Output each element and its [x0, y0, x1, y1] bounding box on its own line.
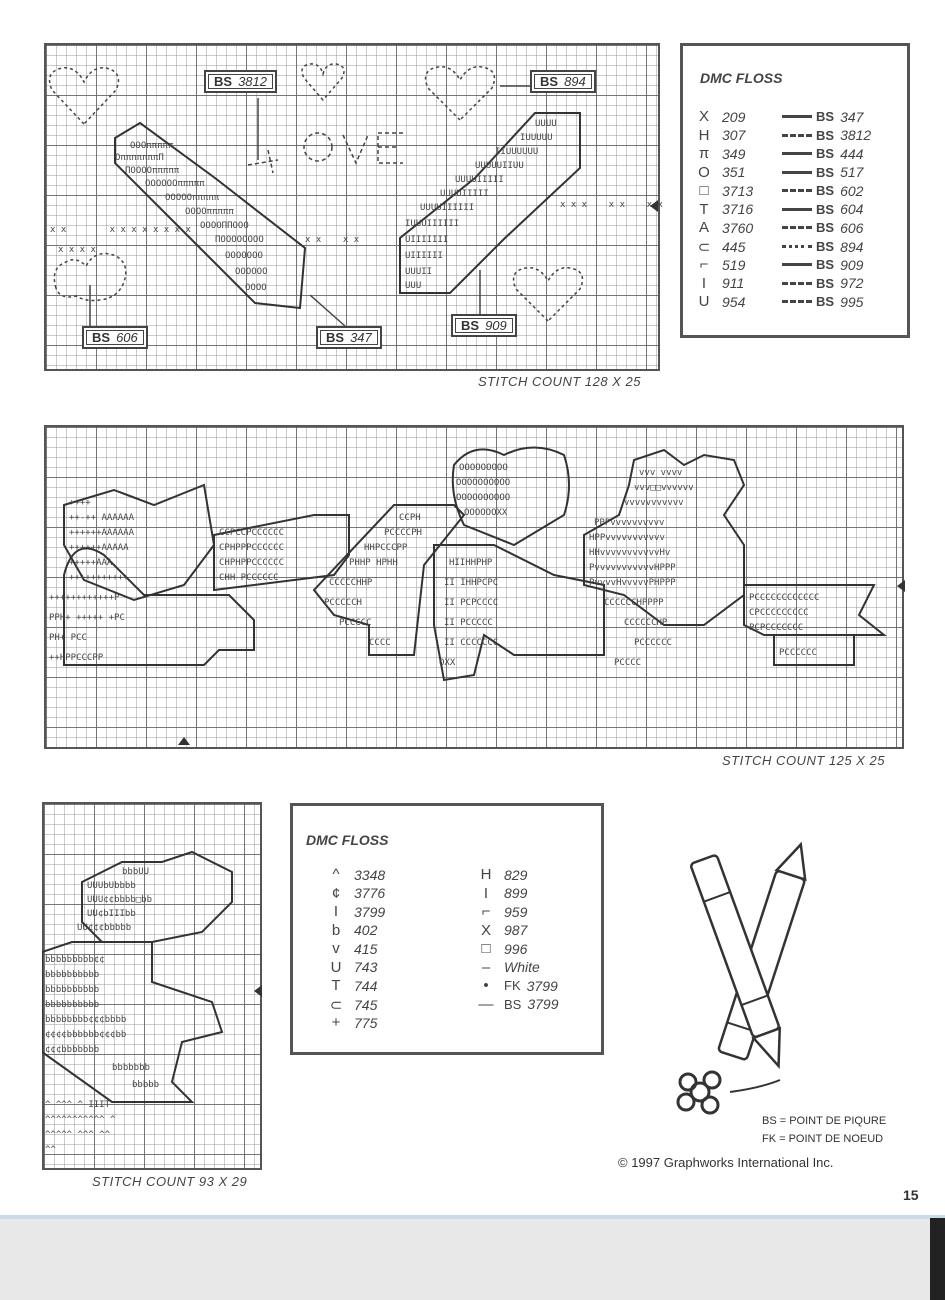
svg-text:CPHPPPCCCCCC: CPHPPPCCCCCC — [219, 543, 285, 553]
floss-number: 996 — [504, 940, 528, 957]
svg-text:PvvvvHvvvvvPHPPP: PvvvvHvvvvvPHPPP — [589, 578, 676, 588]
floss-number: 3799 — [527, 996, 559, 1012]
svg-text:UUUUIIIII: UUUUIIIII — [455, 175, 504, 185]
floss-number: 743 — [354, 959, 378, 975]
backstitch-line — [782, 300, 812, 303]
bs-number: 894 — [840, 238, 864, 255]
bs-label: BS — [816, 201, 835, 217]
floss-number: 987 — [504, 922, 528, 938]
svg-text:IUUUIIIIII: IUUUIIIIII — [405, 219, 460, 229]
bs-label: BS — [816, 239, 835, 254]
svg-text:CCCCCCHPPPP: CCCCCCHPPPP — [604, 598, 664, 608]
bs-label: BS — [816, 294, 835, 309]
floss-number: 3760 — [722, 219, 754, 236]
bs-label: BS — [816, 127, 835, 143]
symbol: ⌐ — [699, 256, 709, 273]
stitch-row-x: x x x x x x x x x x — [50, 225, 191, 235]
symbol: □ — [481, 940, 491, 957]
svg-text:OOOOOOOOOO: OOOOOOOOOO — [456, 478, 511, 488]
floss-number: 3716 — [722, 201, 754, 217]
svg-text:vvv□□vvvvvv: vvv□□vvvvvv — [634, 483, 694, 493]
svg-text:UUUUIIIII: UUUUIIIII — [440, 189, 489, 199]
symbol: T — [699, 200, 709, 218]
symbol: U — [330, 958, 342, 976]
legend1-row — [694, 219, 863, 236]
svg-text:ΟΟΟΟΟΟπππππ: ΟΟΟΟΟΟπππππ — [145, 179, 205, 189]
stitch-row-x: x x x x — [305, 235, 360, 245]
svg-text:++-++ AAAAAA: ++-++ AAAAAA — [69, 513, 135, 523]
floss-number: 744 — [354, 977, 378, 994]
svg-text:CCPH: CCPH — [399, 513, 421, 523]
legend2-row — [326, 940, 377, 957]
bs-label: BS — [816, 220, 835, 235]
svg-text:OOOOOOXX: OOOOOOXX — [464, 508, 508, 518]
symbol: H — [480, 866, 492, 883]
symbol: — — [478, 995, 494, 1013]
svg-text:vvv vvvv: vvv vvvv — [639, 468, 683, 478]
svg-text:bbbbbbb: bbbbbbb — [112, 1063, 150, 1073]
svg-text:OOOOOOOOO: OOOOOOOOO — [459, 463, 508, 473]
legend2-row — [476, 866, 527, 883]
svg-text:^^^^^ ^^^ ^^: ^^^^^ ^^^ ^^ — [45, 1130, 111, 1140]
legend2-row — [326, 903, 385, 920]
stitch-type: BS — [504, 996, 522, 1012]
svg-text:ΠΟΟΟΟΟΟΟΟ: ΠΟΟΟΟΟΟΟΟ — [215, 235, 264, 245]
svg-text:UIIIIII: UIIIIII — [405, 251, 443, 261]
svg-text:ΟΟΟπππππ: ΟΟΟπππππ — [130, 141, 174, 151]
legend2-row — [476, 977, 558, 994]
svg-text:ΟΟΟΟ: ΟΟΟΟ — [245, 283, 267, 293]
center-marker — [650, 200, 658, 212]
bs-label: BS — [816, 109, 835, 124]
backstitch-line — [782, 115, 812, 118]
symbol: H — [698, 126, 710, 144]
bs-number: 995 — [840, 293, 864, 310]
symbol: π — [698, 145, 710, 162]
legend2-row — [476, 922, 527, 939]
svg-text:++++: ++++ — [69, 498, 91, 508]
svg-text:ΟΟΟΟΟπππππ: ΟΟΟΟΟπππππ — [165, 193, 220, 203]
svg-text:PCCCCCC: PCCCCCC — [779, 648, 817, 658]
stitch-count-chart1: STITCH COUNT 128 X 25 — [478, 374, 641, 389]
svg-text:^ ^^^ ^ IIIT: ^ ^^^ ^ IIIT — [45, 1100, 111, 1110]
floss-number: 415 — [354, 940, 378, 957]
svg-text:II IHHPCPC: II IHHPCPC — [444, 578, 499, 588]
symbol: I — [333, 903, 339, 920]
bs-number: 606 — [840, 219, 864, 236]
copyright: © 1997 Graphworks International Inc. — [618, 1155, 834, 1170]
bs-label: BS — [816, 275, 835, 291]
svg-text:PHHP HPHH: PHHP HPHH — [349, 558, 398, 568]
svg-text:PCCCCCC: PCCCCCC — [634, 638, 672, 648]
svg-text:¢¢¢¢bbbbbb¢¢¢bb: ¢¢¢¢bbbbbb¢¢¢bb — [45, 1030, 127, 1040]
svg-text:OXX: OXX — [439, 658, 456, 668]
svg-text:PPPvvvvvvvvvv: PPPvvvvvvvvvv — [594, 518, 665, 528]
symbol: b — [331, 921, 341, 939]
svg-text:IUUUUU: IUUUUU — [520, 133, 553, 143]
svg-text:^^^^^^^^^^^ ^: ^^^^^^^^^^^ ^ — [45, 1115, 116, 1125]
backstitch-line — [782, 245, 812, 248]
center-marker — [178, 737, 190, 745]
bs-number: 602 — [840, 182, 864, 199]
legend1-row — [694, 182, 863, 199]
symbol: A — [698, 219, 709, 236]
svg-text:bbbbbbbbb¢¢: bbbbbbbbb¢¢ — [45, 955, 105, 965]
svg-text:UU¢¢¢bbbbb: UU¢¢¢bbbbb — [77, 923, 132, 933]
svg-text:II CCCCCCC: II CCCCCCC — [444, 638, 499, 648]
legend2-row — [476, 940, 527, 957]
symbol: • — [483, 977, 489, 994]
symbol: □ — [699, 182, 709, 199]
svg-text:++HPPCCCPP: ++HPPCCCPP — [49, 653, 104, 663]
svg-text:PvvvvvvvvvvvHPPP: PvvvvvvvvvvvHPPP — [589, 563, 676, 573]
bs-note: BS = POINT DE PIQURE — [762, 1115, 887, 1127]
legend1-row — [694, 293, 863, 310]
stitch-count-chart3: STITCH COUNT 93 X 29 — [92, 1174, 248, 1189]
floss-number: White — [504, 959, 540, 975]
legend2-row — [326, 1014, 377, 1031]
backstitch-line — [782, 263, 812, 266]
floss-number: 445 — [722, 238, 746, 255]
backstitch-line — [782, 208, 812, 211]
svg-text:PH+ PCC: PH+ PCC — [49, 633, 87, 643]
callout-bs-347: BS 347 — [316, 326, 382, 349]
callout-bs-606: BS 606 — [82, 326, 148, 349]
svg-text:UIIIIIII: UIIIIIII — [405, 235, 449, 245]
svg-text:HHvvvvvvvvvvvHv: HHvvvvvvvvvvvHv — [589, 548, 671, 558]
svg-text:bbbbbbbbbb: bbbbbbbbbb — [45, 1000, 100, 1010]
callout-bs-909: BS 909 — [451, 314, 517, 337]
symbol: ⌐ — [481, 903, 491, 920]
svg-text:UUUU: UUUU — [535, 119, 557, 129]
svg-text:bbbUU: bbbUU — [122, 867, 150, 877]
legend2-row — [326, 959, 377, 976]
svg-text:PCCCCCCCCCCCC: PCCCCCCCCCCCC — [749, 593, 820, 603]
bs-label: BS — [816, 257, 835, 272]
symbol: v — [332, 940, 340, 957]
symbol: ⊂ — [697, 238, 711, 256]
svg-text:++++++AAAAAA: ++++++AAAAAA — [69, 528, 135, 538]
floss-number: 959 — [504, 903, 528, 920]
svg-text:bbbbbbbb¢¢¢bbbb: bbbbbbbb¢¢¢bbbb — [45, 1015, 127, 1025]
page-number: 15 — [903, 1187, 919, 1203]
svg-text:CCCCCHHP: CCCCCHHP — [329, 578, 373, 588]
floss-number: 954 — [722, 293, 746, 310]
center-marker — [897, 580, 905, 592]
legend1-row — [694, 164, 863, 181]
svg-text:CCCC: CCCC — [369, 638, 391, 648]
symbol: T — [331, 977, 341, 994]
floss-number: 402 — [354, 922, 378, 938]
bs-label: BS — [816, 164, 835, 180]
svg-text:IIUUUUUU: IIUUUUUU — [495, 147, 539, 157]
crayons-flower-illustration — [660, 830, 840, 1120]
legend2-row — [476, 885, 527, 902]
stitch-row-x: x x x x x x x — [560, 200, 663, 210]
bs-number: 517 — [840, 164, 864, 180]
svg-text:OOOOOOOOOO: OOOOOOOOOO — [456, 493, 511, 503]
backstitch-line — [782, 152, 812, 155]
svg-text:HHPCCCPP: HHPCCCPP — [364, 543, 408, 553]
svg-text:CCPCCPCCCCCC: CCPCCPCCCCCC — [219, 528, 285, 538]
svg-text:HIIHHPHP: HIIHHPHP — [449, 558, 493, 568]
legend2-row — [326, 866, 385, 883]
symbol: ^ — [332, 866, 340, 883]
svg-text:II PCPCCCC: II PCPCCCC — [444, 598, 499, 608]
svg-text:UU¢bIIIbb: UU¢bIIIbb — [87, 909, 136, 919]
svg-text:++++++AAAAA: ++++++AAAAA — [69, 543, 129, 553]
bs-label: BS — [816, 183, 835, 198]
svg-text:UUUUUIIUU: UUUUUIIUU — [475, 161, 524, 171]
symbol: X — [698, 108, 709, 125]
center-marker — [254, 985, 262, 997]
callout-leader-lines — [0, 0, 660, 380]
bs-number: 604 — [840, 201, 864, 217]
legend1-row — [694, 127, 871, 144]
symbol: I — [483, 884, 489, 902]
stitch-row-x: x x x x — [58, 245, 96, 255]
bs-number: 347 — [840, 108, 864, 125]
legend1-row — [694, 108, 863, 125]
svg-text:^^: ^^ — [45, 1145, 56, 1155]
symbol: ¢ — [331, 884, 341, 902]
legend1-row — [694, 145, 863, 162]
svg-text:UUUUIIIIII: UUUUIIIIII — [420, 203, 475, 213]
svg-text:CHPHPPCCCCCC: CHPHPPCCCCCC — [219, 558, 285, 568]
legend-title: DMC FLOSS — [700, 70, 783, 86]
svg-text:PCCCCC: PCCCCC — [339, 618, 372, 628]
floss-number: 351 — [722, 164, 746, 180]
symbol: + — [331, 1014, 341, 1031]
legend2-row — [326, 885, 385, 902]
bs-number: 909 — [840, 256, 864, 273]
svg-text:UUU: UUU — [405, 281, 422, 291]
scan-edge-bar — [930, 1218, 945, 1300]
svg-text:¢¢¢bbbbbbb: ¢¢¢bbbbbbb — [45, 1045, 100, 1055]
callout-bs-3812: BS 3812 — [204, 70, 277, 93]
floss-number: 519 — [722, 256, 746, 273]
stitch-count-chart2: STITCH COUNT 125 X 25 — [722, 753, 885, 768]
backstitch-line — [782, 226, 812, 229]
legend2-row — [326, 922, 377, 939]
legend1-row — [694, 201, 863, 218]
svg-text:ΟΟΟΟΟΟΟ: ΟΟΟΟΟΟΟ — [225, 251, 263, 261]
backstitch-line — [782, 282, 812, 285]
svg-text:CHH PCCCCCC: CHH PCCCCCC — [219, 573, 279, 583]
svg-text:+++++AAA: +++++AAA — [69, 558, 113, 568]
bs-label: BS — [816, 146, 835, 161]
crayon-bear-pattern — [44, 425, 904, 749]
svg-text:PCCCC: PCCCC — [614, 658, 642, 668]
svg-text:PCCCCPH: PCCCCPH — [384, 528, 422, 538]
svg-text:ΠΟΟΟΟπππππ: ΠΟΟΟΟπππππ — [125, 166, 180, 176]
svg-text:UUU¢¢bbbb□bb: UUU¢¢bbbb□bb — [87, 895, 153, 905]
floss-number: 349 — [722, 145, 746, 162]
svg-text:HPPvvvvvvvvvvv: HPPvvvvvvvvvvv — [589, 533, 665, 543]
legend2-row — [476, 903, 527, 920]
floss-number: 775 — [354, 1014, 378, 1031]
bs-number: 444 — [840, 145, 864, 162]
backstitch-line — [782, 171, 812, 174]
scan-bottom-band — [0, 1215, 945, 1300]
floss-number: 3799 — [354, 903, 386, 920]
floss-number: 3713 — [722, 182, 754, 199]
bs-number: 972 — [840, 275, 864, 291]
floss-number: 3776 — [354, 885, 386, 901]
backstitch-line — [782, 134, 812, 137]
floss-number: 3799 — [526, 977, 558, 994]
svg-text:CCCCCCHP: CCCCCCHP — [624, 618, 668, 628]
svg-text:ΟΟΟΟΠΠΟΟΟ: ΟΟΟΟΠΠΟΟΟ — [200, 221, 249, 231]
symbol: X — [480, 921, 491, 939]
symbol: I — [701, 274, 707, 292]
symbol: ⊂ — [329, 996, 343, 1014]
floss-number: 307 — [722, 127, 746, 143]
svg-text:+++++++++++: +++++++++++ — [69, 573, 129, 583]
svg-text:UUUbUbbbb: UUUbUbbbb — [87, 881, 136, 891]
legend2-row — [326, 977, 377, 994]
svg-text:II PCCCCC: II PCCCCC — [444, 618, 493, 628]
legend2-row — [476, 959, 540, 976]
svg-text:PPH+ +++++ +PC: PPH+ +++++ +PC — [49, 613, 125, 623]
svg-text:UUUII: UUUII — [405, 267, 433, 277]
legend1-row — [694, 256, 863, 273]
svg-text:++++++++++++P: ++++++++++++P — [49, 593, 120, 603]
legend2-row — [326, 996, 377, 1014]
floss-number: 829 — [504, 866, 528, 883]
fk-note: FK = POINT DE NOEUD — [762, 1133, 884, 1145]
svg-text:CPCCCCCCCCC: CPCCCCCCCCC — [749, 608, 809, 618]
legend2-row — [476, 996, 559, 1013]
svg-text:ΟΟΟΟΟΟ: ΟΟΟΟΟΟ — [235, 267, 268, 277]
stitch-type: FK — [504, 978, 521, 993]
bear-heart-pattern — [42, 802, 262, 1170]
legend1-row — [694, 275, 863, 292]
symbol: O — [698, 163, 710, 181]
legend-title: DMC FLOSS — [306, 832, 389, 848]
floss-number: 3348 — [354, 866, 386, 883]
bs-number: 3812 — [840, 127, 872, 143]
symbol: – — [481, 958, 491, 976]
svg-text:PCCCCCH: PCCCCCH — [324, 598, 362, 608]
backstitch-line — [782, 189, 812, 192]
svg-text:bbbbbbbbbb: bbbbbbbbbb — [45, 985, 100, 995]
svg-text:PCPCCCCCCC: PCPCCCCCCC — [749, 623, 804, 633]
symbol: U — [698, 293, 710, 310]
floss-number: 745 — [354, 996, 378, 1013]
svg-text:ΟΟΟΟπππππ: ΟΟΟΟπππππ — [185, 207, 234, 217]
svg-text:bbbbbbbbbb: bbbbbbbbbb — [45, 970, 100, 980]
floss-number: 899 — [504, 885, 528, 901]
callout-bs-894: BS 894 — [530, 70, 596, 93]
floss-number: 911 — [722, 275, 745, 291]
svg-text:bbbbb: bbbbb — [132, 1080, 160, 1090]
svg-text:vvvvvvvvvvv: vvvvvvvvvvv — [624, 498, 684, 508]
svg-text:ΟπππππππΠ: ΟπππππππΠ — [115, 153, 164, 163]
legend1-row — [694, 238, 863, 256]
floss-number: 209 — [722, 108, 746, 125]
